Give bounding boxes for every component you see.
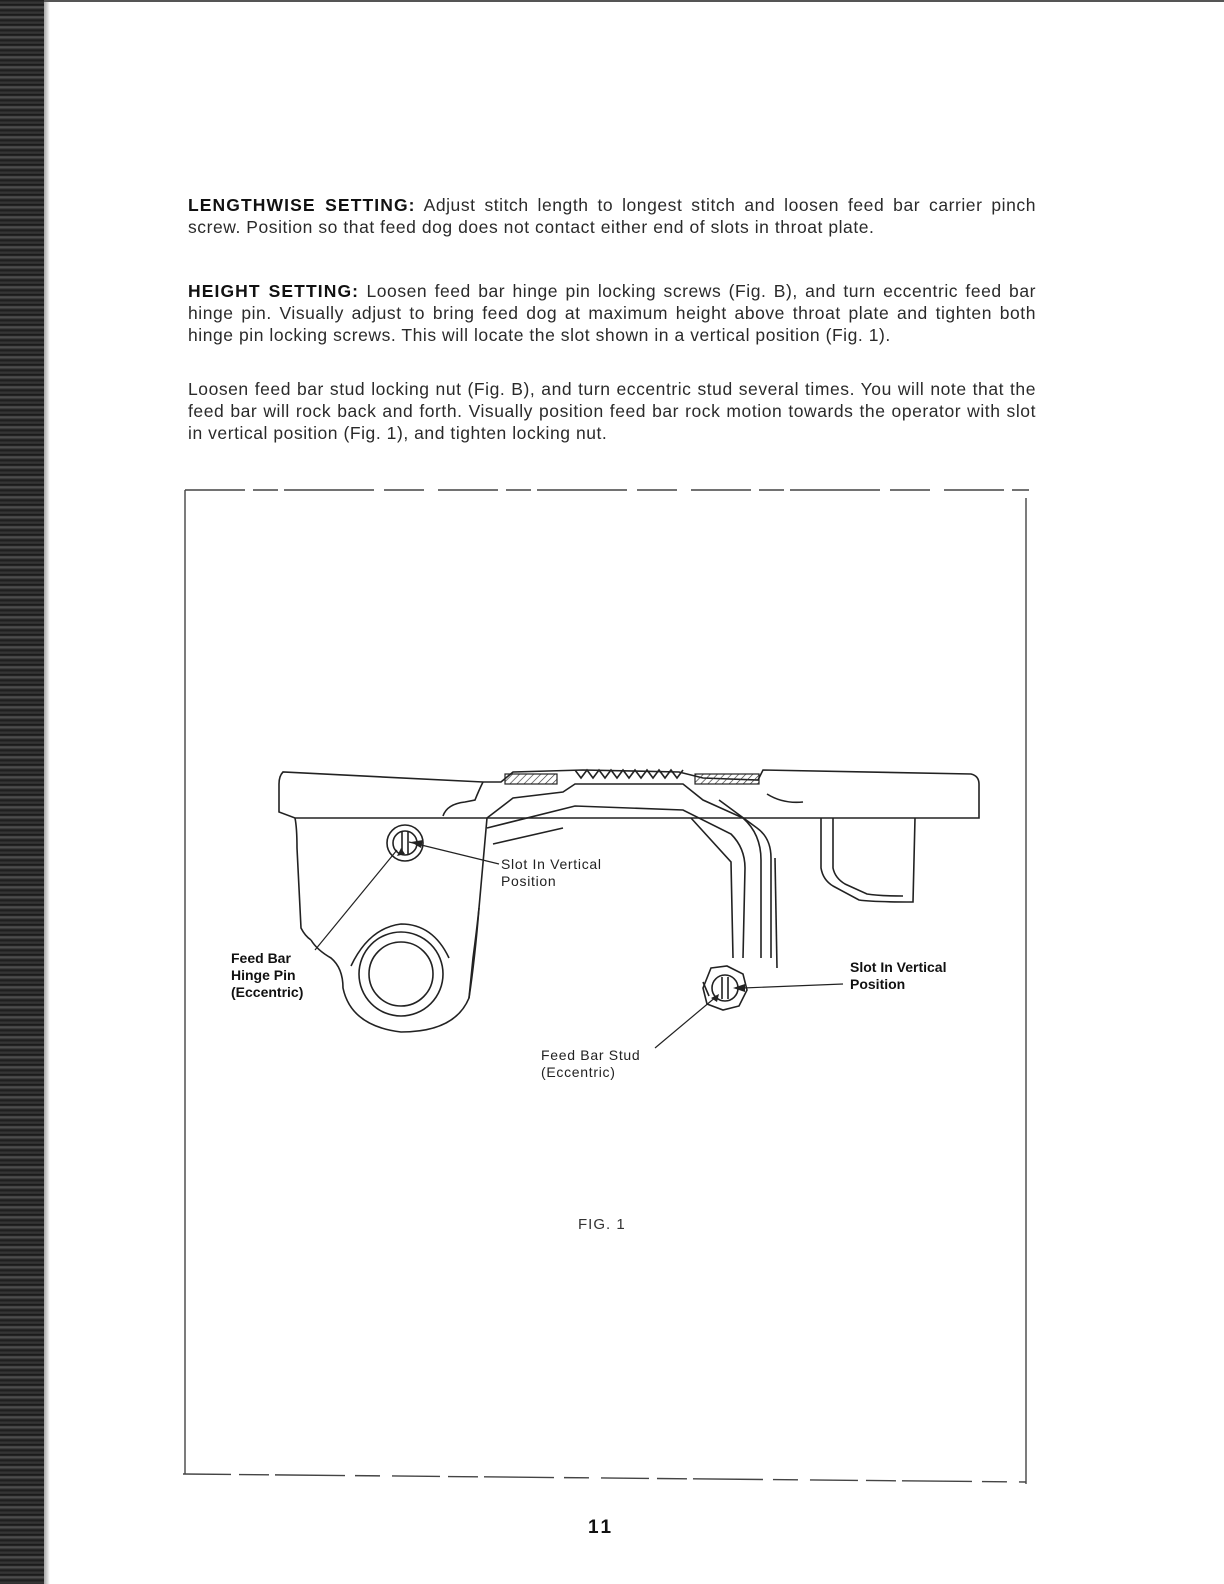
right-casting-drawing — [821, 818, 915, 902]
feed-bar-stud-label-line2: (Eccentric) — [541, 1064, 616, 1080]
upper-slot-label-line1: Slot In Vertical — [501, 856, 602, 872]
upper-slot-label-line2: Position — [501, 873, 557, 889]
feed-bar-stud-text: Loosen feed bar stud locking nut (Fig. B), and turn eccentric stud several times. You will note that the feed bar will rock back and forth. Visually position feed bar rock motion towards the operator with slot in vertical position (Fig. 1), and tighten locking nut. — [188, 379, 1036, 443]
lengthwise-setting-text: Adjust stitch length to longest stitch and loosen feed bar carrier pinch screw. Position so that feed dog does not contact either end of slots in throat plate. — [188, 195, 1036, 237]
throat-plate-drawing — [279, 770, 979, 818]
page-number: 11 — [588, 1517, 615, 1538]
right-slot-label-line1: Slot In Vertical — [850, 959, 947, 975]
height-setting-text: Loosen feed bar hinge pin locking screws (Fig. B), and turn eccentric feed bar hinge pin. Visually adjust to bring feed dog at maximum height above throat plate and tighten both hinge pin locking screws. This will locate the slot shown in a vertical position (Fig. 1). — [188, 281, 1037, 345]
lengthwise-setting-paragraph — [188, 194, 1036, 238]
right-slot-label — [850, 959, 946, 993]
lengthwise-setting-heading: LENGTHWISE SETTING: — [188, 195, 416, 215]
feed-bar-stud-label — [541, 1047, 640, 1081]
hinge-pin-label — [231, 950, 303, 1001]
scan-binding-edge — [0, 0, 44, 1584]
hinge-pin-label-line3: (Eccentric) — [231, 984, 304, 1000]
top-rule — [44, 0, 1224, 2]
hinge-arm-drawing — [295, 818, 487, 1032]
upper-slot-label — [501, 856, 602, 890]
hinge-pin-label-line1: Feed Bar — [231, 950, 291, 966]
feed-bar-stud-label-line1: Feed Bar Stud — [541, 1047, 641, 1063]
feed-bar-stud-paragraph — [188, 378, 1036, 444]
height-setting-paragraph — [188, 280, 1036, 346]
figure-caption: FIG. 1 — [578, 1216, 626, 1233]
right-slot-label-line2: Position — [850, 976, 906, 992]
figure-1-box — [183, 488, 1029, 1484]
hinge-pin-label-line2: Hinge Pin — [231, 967, 296, 983]
height-setting-heading: HEIGHT SETTING: — [188, 281, 360, 301]
